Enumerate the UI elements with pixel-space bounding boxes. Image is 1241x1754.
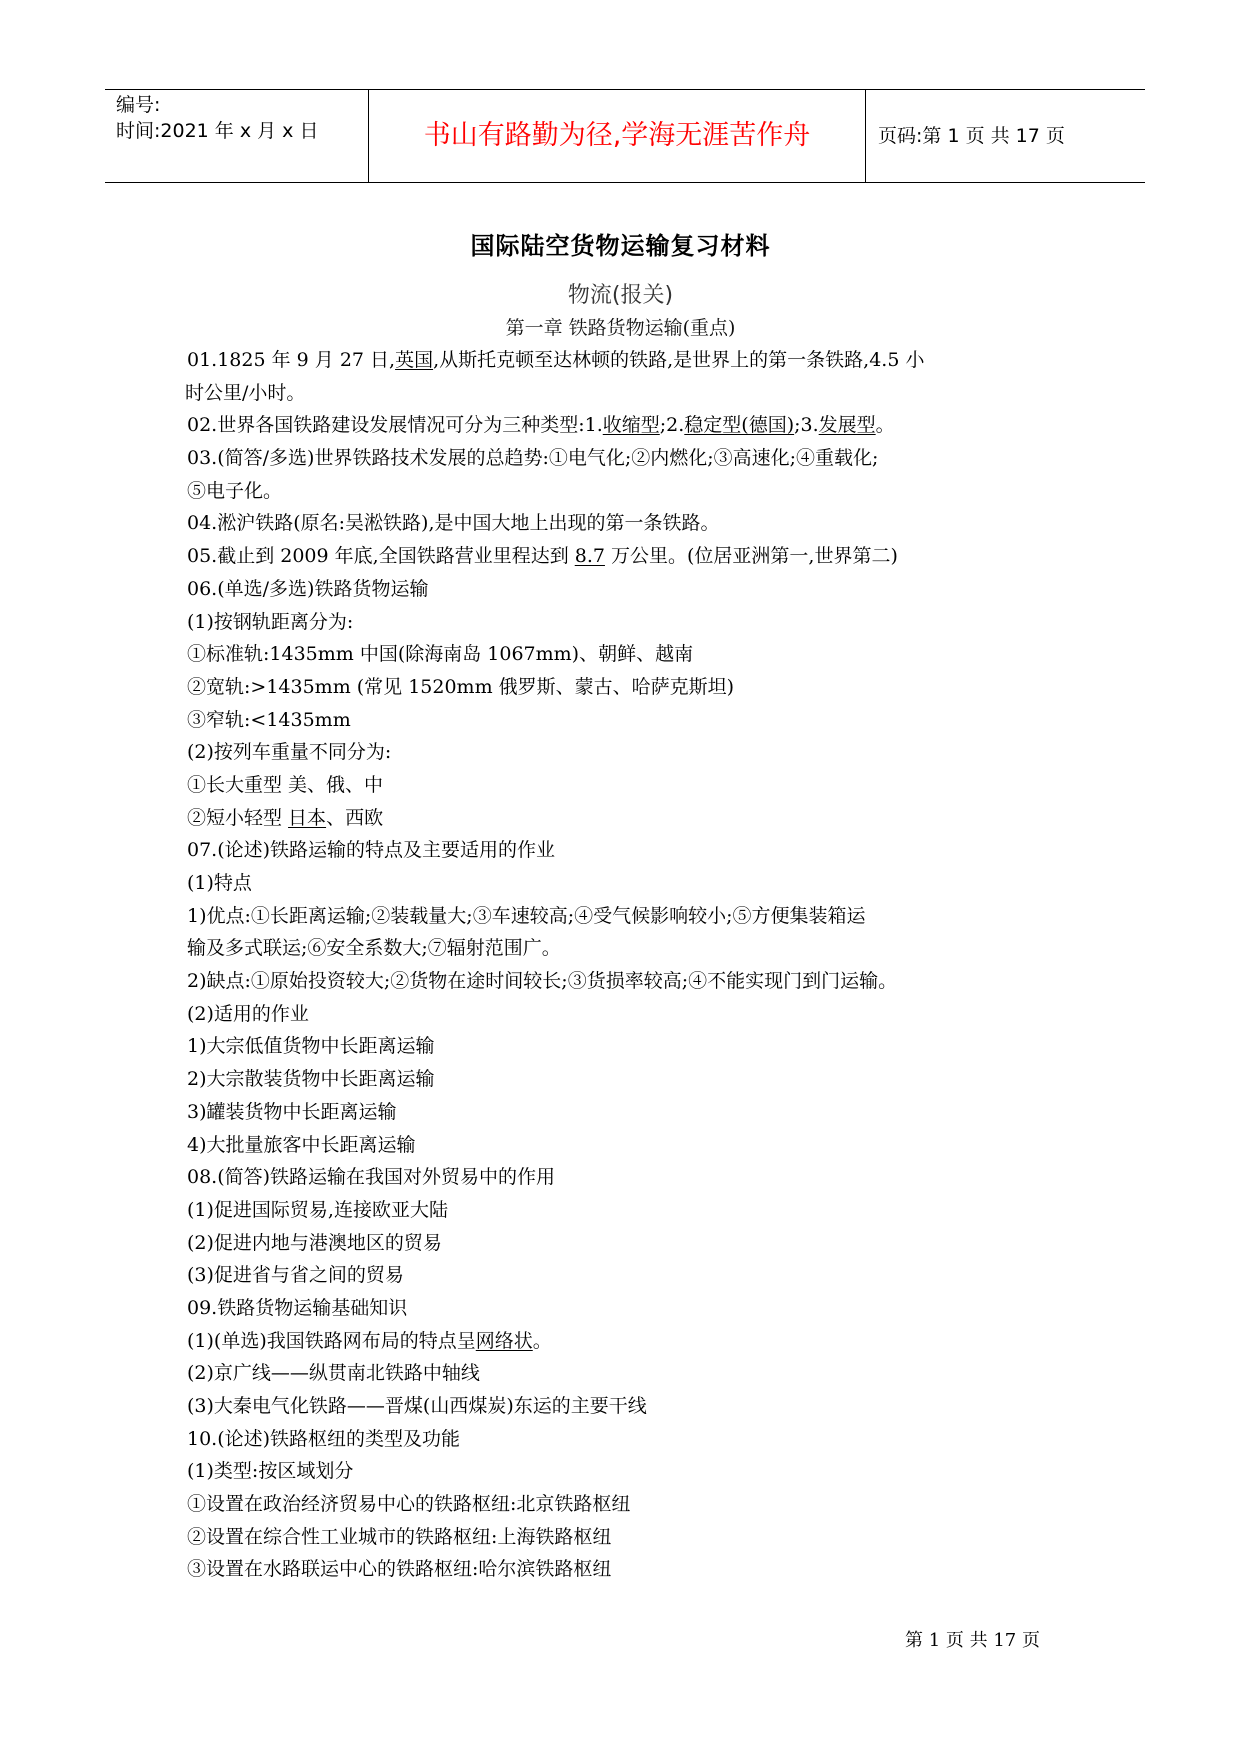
underlined-term: 收缩型 xyxy=(602,414,660,437)
page-header xyxy=(105,89,1145,183)
time-label: 时间:2021 年 x 月 x 日 xyxy=(116,120,319,142)
paragraph-line: 02.世界各国铁路建设发展情况可分为三种类型:1.收缩型;2.稳定型(德国);3.发展型。 xyxy=(187,414,895,437)
paragraph-line: 04.淞沪铁路(原名:吴淞铁路),是中国大地上出现的第一条铁路。 xyxy=(187,512,720,535)
paragraph-line: (2)按列车重量不同分为: xyxy=(187,741,392,764)
paragraph-line: (2)适用的作业 xyxy=(187,1002,309,1025)
underlined-term: 8.7 xyxy=(574,545,605,568)
paragraph-line: 09.铁路货物运输基础知识 xyxy=(187,1296,408,1319)
paragraph-line: 05.截止到 2009 年底,全国铁路营业里程达到 8.7 万公里。(位居亚洲第一,世界第二) xyxy=(187,545,898,568)
paragraph-line: (1)特点 xyxy=(187,872,252,894)
paragraph-line: 07.(论述)铁路运输的特点及主要适用的作业 xyxy=(187,839,556,862)
paragraph-line: (3)大秦电气化铁路——晋煤(山西煤炭)东运的主要干线 xyxy=(187,1395,647,1417)
paragraph-line: 1)优点:①长距离运输;②装载量大;③车速较高;④受气候影响较小;⑤方便集装箱运 xyxy=(187,904,866,927)
paragraph-line: 时公里/小时。 xyxy=(185,381,306,404)
chapter-heading: 第一章 铁路货物运输(重点) xyxy=(505,317,736,339)
paragraph-line: 2)大宗散装货物中长距离运输 xyxy=(187,1068,435,1091)
paragraph-line: (1)(单选)我国铁路网布局的特点呈网络状。 xyxy=(187,1329,552,1352)
paragraph-line: ①长大重型 美、俄、中 xyxy=(187,773,384,796)
paragraph-line: 输及多式联运;⑥安全系数大;⑦辐射范围广。 xyxy=(187,937,561,960)
header-motto: 书山有路勤为径,学海无涯苦作舟 xyxy=(369,90,866,182)
header-page-label: 页码:第 1 页 共 17 页 xyxy=(878,125,1065,147)
underlined-term: 日本 xyxy=(288,806,327,829)
paragraph-line: (1)类型:按区域划分 xyxy=(187,1460,354,1483)
document-title: 国际陆空货物运输复习材料 xyxy=(470,232,771,260)
paragraph-line: 4)大批量旅客中长距离运输 xyxy=(187,1133,416,1156)
paragraph-line: ①标准轨:1435mm 中国(除海南岛 1067mm)、朝鲜、越南 xyxy=(187,643,694,666)
paragraph-line: 08.(简答)铁路运输在我国对外贸易中的作用 xyxy=(187,1166,556,1189)
paragraph-line: 01.1825 年 9 月 27 日,英国,从斯托克顿至达林顿的铁路,是世界上的第一条铁路,4.5 小 xyxy=(187,349,925,371)
paragraph-line: ②短小轻型 日本、西欧 xyxy=(187,806,384,829)
paragraph-line: ②设置在综合性工业城市的铁路枢纽:上海铁路枢纽 xyxy=(187,1525,612,1548)
paragraph-line: 3)罐装货物中长距离运输 xyxy=(187,1100,397,1123)
number-label: 编号: xyxy=(116,94,161,116)
underlined-term: 网络状 xyxy=(475,1329,533,1352)
paragraph-line: (1)按钢轨距离分为: xyxy=(187,610,354,633)
document-body xyxy=(187,344,1067,1586)
paragraph-line: (2)促进内地与港澳地区的贸易 xyxy=(187,1231,442,1254)
underlined-term: 英国 xyxy=(395,349,434,371)
paragraph-line: 03.(简答/多选)世界铁路技术发展的总趋势:①电气化;②内燃化;③高速化;④重载化; xyxy=(187,447,879,470)
paragraph-line: ②宽轨:>1435mm (常见 1520mm 俄罗斯、蒙古、哈萨克斯坦) xyxy=(187,675,735,698)
underlined-term: 发展型 xyxy=(818,414,876,437)
underlined-term: 稳定型(德国) xyxy=(684,414,795,437)
paragraph-line: 2)缺点:①原始投资较大;②货物在途时间较长;③货损率较高;④不能实现门到门运输。 xyxy=(187,970,898,993)
paragraph-line: ①设置在政治经济贸易中心的铁路枢纽:北京铁路枢纽 xyxy=(187,1493,631,1516)
paragraph-line: 10.(论述)铁路枢纽的类型及功能 xyxy=(187,1427,461,1450)
paragraph-line: (1)促进国际贸易,连接欧亚大陆 xyxy=(187,1198,448,1221)
paragraph-line: ⑤电子化。 xyxy=(187,479,283,502)
paragraph-line: 06.(单选/多选)铁路货物运输 xyxy=(187,577,429,600)
paragraph-line: 1)大宗低值货物中长距离运输 xyxy=(187,1035,435,1058)
page-footer: 第 1 页 共 17 页 xyxy=(905,1630,1040,1651)
paragraph-line: (2)京广线——纵贯南北铁路中轴线 xyxy=(187,1362,480,1385)
document-subtitle: 物流(报关) xyxy=(567,283,674,308)
paragraph-line: (3)促进省与省之间的贸易 xyxy=(187,1264,404,1287)
paragraph-line: ③窄轨:<1435mm xyxy=(187,708,351,731)
header-info-cell xyxy=(105,90,369,182)
paragraph-line: ③设置在水路联运中心的铁路枢纽:哈尔滨铁路枢纽 xyxy=(187,1558,612,1581)
